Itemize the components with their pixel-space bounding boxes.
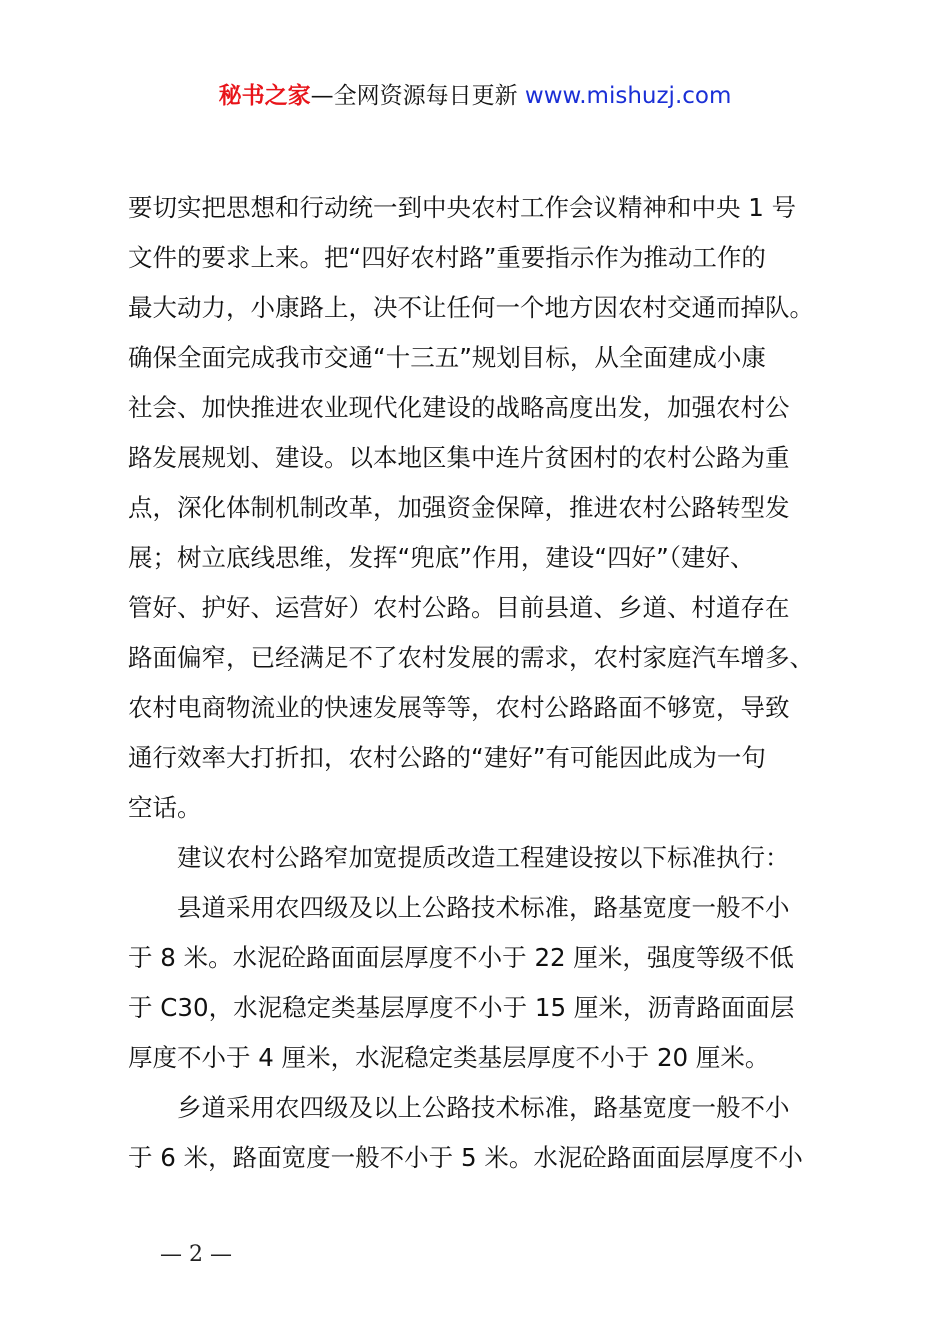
text-line: 通行效率大打折扣，农村公路的“建好”有可能因此成为一句 [128,743,766,772]
text-line: 乡道采用农四级及以上公路技术标准，路基宽度一般不小 [177,1093,790,1122]
page-header [0,80,950,112]
text-line: 于 8 米。水泥砼路面面层厚度不小于 22 厘米，强度等级不低 [128,943,794,972]
text-line: 于 6 米，路面宽度一般不小于 5 米。水泥砼路面面层厚度不小 [128,1143,803,1172]
text-line: 路面偏窄，已经满足不了农村发展的需求，农村家庭汽车增多、 [128,643,814,672]
text-line: 文件的要求上来。把“四好农村路”重要指示作为推动工作的 [128,243,766,272]
text-line: 最大动力，小康路上，决不让任何一个地方因农村交通而掉队。 [128,293,814,322]
text-line: 厚度不小于 4 厘米，水泥稳定类基层厚度不小于 20 厘米。 [128,1043,770,1072]
text-line: 社会、加快推进农业现代化建设的战略高度出发，加强农村公 [128,393,790,422]
paragraph [128,1083,833,1183]
page-number: — 2 — [160,1242,232,1267]
text-line: 要切实把思想和行动统一到中央农村工作会议精神和中央 1 号 [128,193,797,222]
text-line: 路发展规划、建设。以本地区集中连片贫困村的农村公路为重 [128,443,790,472]
paragraph [128,183,833,833]
header-slogan: —全网资源每日更新 [310,83,518,109]
paragraph [128,833,833,883]
paragraph [128,883,833,1083]
text-line: 建议农村公路窄加宽提质改造工程建设按以下标准执行： [177,843,790,872]
text-line: 管好、护好、运营好）农村公路。目前县道、乡道、村道存在 [128,593,790,622]
brand-name: 秘书之家 [218,83,311,109]
text-line: 点，深化体制机制改革，加强资金保障，推进农村公路转型发 [128,493,790,522]
document-body [128,183,833,1183]
text-line: 空话。 [128,793,202,822]
site-url-link[interactable]: www.mishuzj.com [524,83,732,109]
text-line: 展；树立底线思维，发挥“兜底”作用，建设“四好”（建好、 [128,543,755,572]
text-line: 县道采用农四级及以上公路技术标准，路基宽度一般不小 [177,893,790,922]
text-line: 于 C30，水泥稳定类基层厚度不小于 15 厘米，沥青路面面层 [128,993,795,1022]
text-line: 农村电商物流业的快速发展等等，农村公路路面不够宽，导致 [128,693,790,722]
text-line: 确保全面完成我市交通“十三五”规划目标，从全面建成小康 [128,343,766,372]
